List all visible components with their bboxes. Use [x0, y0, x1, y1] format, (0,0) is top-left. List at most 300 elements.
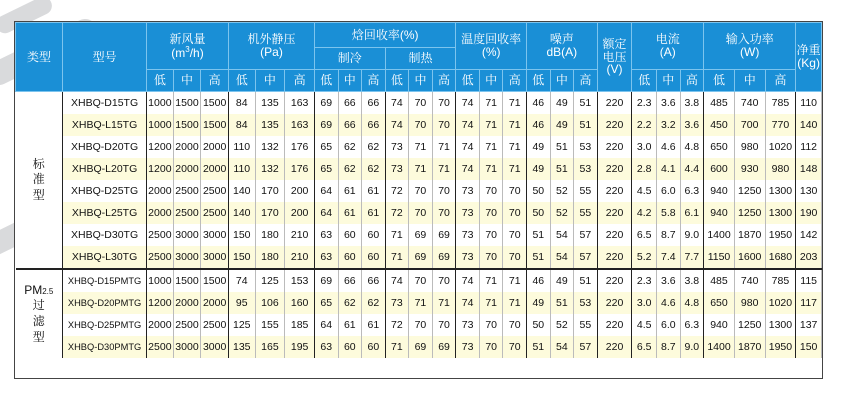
value-cell: 4.6	[657, 136, 681, 158]
value-cell: 62	[362, 292, 386, 314]
header-high: 高	[362, 70, 386, 92]
value-cell: 1200	[147, 158, 174, 180]
value-cell: 70	[409, 114, 433, 136]
value-cell: 190	[796, 202, 822, 224]
value-cell: 3.6	[657, 92, 681, 115]
value-cell: 54	[550, 224, 574, 246]
model-cell: XHBQ-D15PMTG	[63, 269, 147, 292]
header-high: 高	[285, 70, 315, 92]
value-cell: 1300	[765, 180, 796, 202]
value-cell: 50	[527, 180, 551, 202]
value-cell: 1200	[147, 292, 174, 314]
value-cell: 8.7	[657, 336, 681, 358]
value-cell: 3.8	[680, 269, 704, 292]
value-cell: 770	[765, 114, 796, 136]
value-cell: 112	[796, 136, 822, 158]
value-cell: 46	[527, 114, 551, 136]
value-cell: 1020	[765, 136, 796, 158]
value-cell: 49	[527, 136, 551, 158]
value-cell: 740	[734, 269, 765, 292]
value-cell: 60	[362, 224, 386, 246]
value-cell: 53	[574, 292, 598, 314]
value-cell: 6.5	[632, 336, 657, 358]
value-cell: 71	[479, 269, 503, 292]
header-mid: 中	[409, 70, 433, 92]
value-cell: 2000	[147, 180, 174, 202]
value-cell: 130	[796, 180, 822, 202]
value-cell: 65	[314, 136, 338, 158]
value-cell: 55	[574, 314, 598, 336]
value-cell: 5.2	[632, 246, 657, 269]
value-cell: 150	[228, 224, 255, 246]
header-low: 低	[228, 70, 255, 92]
value-cell: 61	[338, 180, 362, 202]
value-cell: 74	[456, 292, 480, 314]
value-cell: 53	[574, 136, 598, 158]
value-cell: 195	[285, 336, 315, 358]
value-cell: 50	[527, 202, 551, 224]
value-cell: 61	[362, 314, 386, 336]
value-cell: 137	[796, 314, 822, 336]
value-cell: 50	[527, 314, 551, 336]
value-cell: 65	[314, 292, 338, 314]
value-cell: 69	[409, 224, 433, 246]
header-static-pressure	[228, 23, 314, 70]
value-cell: 70	[479, 202, 503, 224]
value-cell: 220	[597, 158, 632, 180]
value-cell: 70	[432, 114, 456, 136]
value-cell: 2000	[173, 136, 201, 158]
value-cell: 71	[432, 136, 456, 158]
value-cell: 4.5	[632, 180, 657, 202]
value-cell: 64	[314, 314, 338, 336]
value-cell: 220	[597, 136, 632, 158]
header-mid: 中	[255, 70, 285, 92]
value-cell: 3.6	[680, 114, 704, 136]
value-cell: 55	[574, 202, 598, 224]
category-char: 准	[32, 172, 45, 187]
value-cell: 74	[456, 269, 480, 292]
value-cell: 51	[527, 246, 551, 269]
value-cell: 71	[409, 158, 433, 180]
value-cell: 70	[503, 246, 527, 269]
value-cell: 70	[479, 180, 503, 202]
spec-table-container	[14, 21, 823, 379]
value-cell: 62	[362, 136, 386, 158]
value-cell: 60	[362, 246, 386, 269]
value-cell: 135	[255, 92, 285, 115]
header-temp-recovery	[456, 23, 527, 70]
value-cell: 148	[796, 158, 822, 180]
value-cell: 54	[550, 246, 574, 269]
value-cell: 110	[228, 158, 255, 180]
category-cell	[16, 92, 63, 270]
value-cell: 74	[385, 269, 409, 292]
value-cell: 51	[574, 114, 598, 136]
value-cell: 2500	[147, 224, 174, 246]
value-cell: 60	[362, 336, 386, 358]
value-cell: 110	[796, 92, 822, 115]
airflow-unit: $(m^3/h)$	[171, 44, 204, 60]
value-cell: 73	[456, 202, 480, 224]
value-cell: 700	[734, 114, 765, 136]
value-cell: 71	[503, 114, 527, 136]
value-cell: 73	[385, 158, 409, 180]
value-cell: 2500	[173, 180, 201, 202]
value-cell: 71	[503, 92, 527, 115]
value-cell: 70	[479, 246, 503, 269]
value-cell: 71	[503, 158, 527, 180]
value-cell: 125	[228, 314, 255, 336]
value-cell: 7.4	[657, 246, 681, 269]
value-cell: 71	[479, 292, 503, 314]
value-cell: 3.8	[680, 92, 704, 115]
header-mid: 中	[479, 70, 503, 92]
value-cell: 49	[550, 114, 574, 136]
value-cell: 1300	[765, 202, 796, 224]
value-cell: 71	[503, 292, 527, 314]
value-cell: 210	[285, 224, 315, 246]
value-cell: 3.0	[632, 292, 657, 314]
value-cell: 66	[338, 269, 362, 292]
value-cell: 2500	[147, 336, 174, 358]
value-cell: 70	[409, 180, 433, 202]
value-cell: 220	[597, 224, 632, 246]
value-cell: 3000	[173, 336, 201, 358]
value-cell: 4.1	[657, 158, 681, 180]
value-cell: 52	[550, 202, 574, 224]
header-high: 高	[432, 70, 456, 92]
value-cell: 57	[574, 246, 598, 269]
value-cell: 65	[314, 158, 338, 180]
value-cell: 2000	[173, 292, 201, 314]
value-cell: 140	[228, 202, 255, 224]
model-cell: XHBQ-D25TG	[63, 180, 147, 202]
header-low: 低	[147, 70, 174, 92]
value-cell: 71	[432, 292, 456, 314]
value-cell: 115	[796, 269, 822, 292]
value-cell: 71	[385, 224, 409, 246]
table-row	[16, 92, 822, 115]
value-cell: 220	[597, 180, 632, 202]
value-cell: 72	[385, 180, 409, 202]
value-cell: 49	[527, 292, 551, 314]
header-high: 高	[765, 70, 796, 92]
value-cell: 485	[704, 269, 735, 292]
value-cell: 62	[338, 292, 362, 314]
table-row	[16, 180, 822, 202]
value-cell: 450	[704, 114, 735, 136]
value-cell: 9.0	[680, 224, 704, 246]
table-row	[16, 158, 822, 180]
value-cell: 63	[314, 224, 338, 246]
value-cell: 63	[314, 246, 338, 269]
value-cell: 70	[432, 314, 456, 336]
value-cell: 74	[456, 158, 480, 180]
value-cell: 2.2	[632, 114, 657, 136]
value-cell: 51	[574, 92, 598, 115]
model-cell: XHBQ-L30TG	[63, 246, 147, 269]
value-cell: 210	[285, 246, 315, 269]
header-noise	[527, 23, 598, 70]
value-cell: 66	[362, 269, 386, 292]
header-airflow	[147, 23, 229, 70]
value-cell: 70	[432, 180, 456, 202]
value-cell: 1250	[734, 314, 765, 336]
value-cell: 6.1	[680, 202, 704, 224]
value-cell: 2000	[201, 136, 229, 158]
airflow-label: 新风量	[169, 31, 206, 46]
value-cell: 176	[285, 136, 315, 158]
value-cell: 69	[409, 246, 433, 269]
header-mid: 中	[657, 70, 681, 92]
header-low: 低	[632, 70, 657, 92]
value-cell: 1500	[201, 269, 229, 292]
value-cell: 71	[385, 246, 409, 269]
value-cell: 70	[409, 269, 433, 292]
value-cell: 51	[574, 269, 598, 292]
value-cell: 69	[314, 269, 338, 292]
value-cell: 160	[285, 292, 315, 314]
value-cell: 60	[338, 336, 362, 358]
value-cell: 980	[734, 292, 765, 314]
value-cell: 980	[765, 158, 796, 180]
value-cell: 60	[338, 224, 362, 246]
value-cell: 60	[338, 246, 362, 269]
value-cell: 57	[574, 336, 598, 358]
value-cell: 200	[285, 202, 315, 224]
standard-group	[16, 92, 822, 270]
value-cell: 980	[734, 136, 765, 158]
value-cell: 63	[314, 336, 338, 358]
value-cell: 71	[409, 292, 433, 314]
value-cell: 70	[503, 314, 527, 336]
value-cell: 72	[385, 202, 409, 224]
value-cell: 66	[362, 92, 386, 115]
value-cell: 4.5	[632, 314, 657, 336]
value-cell: 54	[550, 336, 574, 358]
value-cell: 1950	[765, 224, 796, 246]
value-cell: 72	[385, 314, 409, 336]
value-cell: 1400	[704, 336, 735, 358]
value-cell: 66	[362, 114, 386, 136]
table-row	[16, 269, 822, 292]
category-char: 型	[32, 187, 45, 202]
value-cell: 2500	[201, 202, 229, 224]
value-cell: 2000	[147, 314, 174, 336]
value-cell: 49	[550, 92, 574, 115]
value-cell: 69	[432, 246, 456, 269]
model-cell: XHBQ-L20TG	[63, 158, 147, 180]
value-cell: 2000	[201, 292, 229, 314]
header-high: 高	[201, 70, 229, 92]
header-weight: 净重 (Kg)	[796, 23, 822, 92]
value-cell: 125	[255, 269, 285, 292]
value-cell: 170	[255, 180, 285, 202]
table-row	[16, 292, 822, 314]
value-cell: 180	[255, 246, 285, 269]
value-cell: 140	[796, 114, 822, 136]
value-cell: 62	[362, 158, 386, 180]
value-cell: 52	[550, 180, 574, 202]
value-cell: 220	[597, 336, 632, 358]
value-cell: 9.0	[680, 336, 704, 358]
value-cell: 650	[704, 136, 735, 158]
noise-label: 噪声	[549, 32, 574, 47]
value-cell: 132	[255, 136, 285, 158]
value-cell: 57	[574, 224, 598, 246]
value-cell: 1150	[704, 246, 735, 269]
value-cell: 5.8	[657, 202, 681, 224]
value-cell: 1200	[147, 136, 174, 158]
value-cell: 220	[597, 292, 632, 314]
value-cell: 70	[479, 314, 503, 336]
value-cell: 1250	[734, 180, 765, 202]
value-cell: 61	[338, 202, 362, 224]
value-cell: 1680	[765, 246, 796, 269]
value-cell: 2000	[201, 158, 229, 180]
value-cell: 132	[255, 158, 285, 180]
value-cell: 6.0	[657, 180, 681, 202]
value-cell: 70	[432, 92, 456, 115]
table-row	[16, 224, 822, 246]
value-cell: 3.0	[632, 136, 657, 158]
value-cell: 95	[228, 292, 255, 314]
value-cell: 52	[550, 314, 574, 336]
value-cell: 3.6	[657, 269, 681, 292]
value-cell: 64	[314, 180, 338, 202]
model-cell: XHBQ-D30PMTG	[63, 336, 147, 358]
value-cell: 2500	[173, 314, 201, 336]
value-cell: 2.3	[632, 92, 657, 115]
value-cell: 110	[228, 136, 255, 158]
value-cell: 70	[409, 92, 433, 115]
category-char: 标	[32, 156, 45, 171]
value-cell: 135	[228, 336, 255, 358]
value-cell: 69	[409, 336, 433, 358]
header-type: 类型	[16, 23, 63, 92]
pm25-filter-group	[16, 269, 822, 358]
value-cell: 49	[550, 269, 574, 292]
value-cell: 71	[385, 336, 409, 358]
value-cell: 70	[409, 314, 433, 336]
value-cell: 70	[432, 269, 456, 292]
value-cell: 69	[432, 224, 456, 246]
header-enthalpy: 焓回收率(%)	[314, 23, 455, 48]
value-cell: 71	[479, 114, 503, 136]
model-cell: XHBQ-D20PMTG	[63, 292, 147, 314]
value-cell: 930	[734, 158, 765, 180]
value-cell: 485	[704, 92, 735, 115]
value-cell: 73	[456, 246, 480, 269]
value-cell: 4.4	[680, 158, 704, 180]
value-cell: 4.2	[632, 202, 657, 224]
value-cell: 163	[285, 114, 315, 136]
category-cell	[16, 269, 63, 358]
header-low: 低	[456, 70, 480, 92]
model-cell: XHBQ-D15TG	[63, 92, 147, 115]
value-cell: 2.8	[632, 158, 657, 180]
value-cell: 53	[574, 158, 598, 180]
value-cell: 73	[456, 314, 480, 336]
value-cell: 2500	[173, 202, 201, 224]
static-pressure-label: 机外静压	[247, 32, 296, 47]
value-cell: 185	[285, 314, 315, 336]
value-cell: 940	[704, 314, 735, 336]
noise-unit: dB(A)	[546, 45, 578, 59]
value-cell: 70	[503, 224, 527, 246]
table-row	[16, 114, 822, 136]
value-cell: 74	[456, 114, 480, 136]
value-cell: 71	[479, 158, 503, 180]
value-cell: 84	[228, 114, 255, 136]
category-pm-sub: 2.5	[42, 286, 54, 296]
value-cell: 150	[796, 336, 822, 358]
value-cell: 6.0	[657, 314, 681, 336]
value-cell: 70	[479, 224, 503, 246]
value-cell: 6.5	[632, 224, 657, 246]
header-low: 低	[527, 70, 551, 92]
header-mid: 中	[550, 70, 574, 92]
value-cell: 73	[385, 292, 409, 314]
value-cell: 69	[314, 114, 338, 136]
value-cell: 71	[503, 269, 527, 292]
value-cell: 2500	[201, 180, 229, 202]
value-cell: 2000	[173, 158, 201, 180]
header-low: 低	[314, 70, 338, 92]
value-cell: 51	[550, 292, 574, 314]
header-cooling: 制冷	[314, 48, 385, 70]
value-cell: 70	[432, 202, 456, 224]
value-cell: 220	[597, 269, 632, 292]
value-cell: 142	[796, 224, 822, 246]
value-cell: 6.3	[680, 180, 704, 202]
power-label: 输入功率	[725, 32, 774, 47]
value-cell: 71	[432, 158, 456, 180]
value-cell: 1300	[765, 314, 796, 336]
value-cell: 1500	[201, 92, 229, 115]
value-cell: 785	[765, 269, 796, 292]
value-cell: 69	[432, 336, 456, 358]
value-cell: 1600	[734, 246, 765, 269]
value-cell: 650	[704, 292, 735, 314]
header-mid: 中	[338, 70, 362, 92]
value-cell: 1500	[173, 269, 201, 292]
value-cell: 203	[796, 246, 822, 269]
value-cell: 73	[385, 136, 409, 158]
header-rated-voltage: 额定 电压 (V)	[597, 23, 632, 92]
value-cell: 180	[255, 224, 285, 246]
value-cell: 1000	[147, 114, 174, 136]
value-cell: 66	[338, 92, 362, 115]
category-char: 滤	[32, 314, 45, 328]
value-cell: 150	[228, 246, 255, 269]
current-unit: (A)	[659, 45, 676, 59]
value-cell: 69	[314, 92, 338, 115]
header-power	[704, 23, 796, 70]
power-unit: (W)	[740, 45, 760, 59]
value-cell: 220	[597, 92, 632, 115]
table-row	[16, 136, 822, 158]
value-cell: 71	[409, 136, 433, 158]
category-pm: PM	[24, 282, 43, 297]
value-cell: 1500	[173, 92, 201, 115]
value-cell: 3000	[201, 246, 229, 269]
value-cell: 106	[255, 292, 285, 314]
value-cell: 74	[456, 92, 480, 115]
value-cell: 4.8	[680, 136, 704, 158]
value-cell: 176	[285, 158, 315, 180]
